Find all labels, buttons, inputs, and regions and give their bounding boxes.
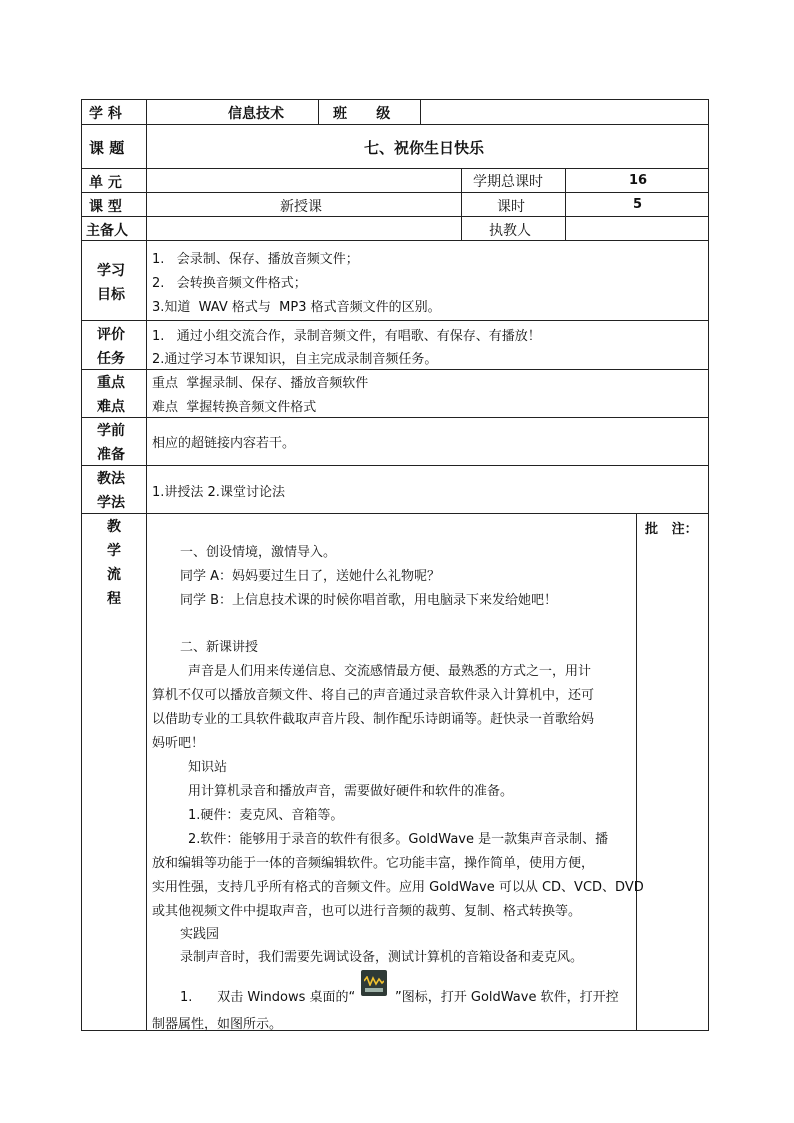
process-line: 二、新课讲授	[180, 640, 259, 655]
methods-label-2: 学法	[97, 495, 125, 511]
process-line: 用计算机录音和播放声音，需要做好硬件和软件的准备。	[188, 784, 514, 799]
process-line: 以借助专业的工具软件截取声音片段、制作配乐诗朗诵等。赶快录一首歌给妈	[152, 712, 595, 727]
methods-label-1: 教法	[97, 471, 125, 487]
key-points-label-1: 重点	[97, 375, 125, 391]
process-line: 1.硬件：麦克风、音箱等。	[188, 808, 344, 823]
preparation-text: 相应的超链接内容若干。	[152, 436, 296, 451]
process-line: 同学 A：妈妈要过生日了，送她什么礼物呢？	[180, 569, 441, 584]
hours-value: 5	[633, 197, 643, 212]
process-label-char: 流	[107, 567, 121, 583]
methods-text: 1.讲授法 2.课堂讨论法	[152, 485, 285, 500]
hours-label: 课时	[497, 199, 525, 215]
key-points-label-2: 难点	[97, 399, 125, 415]
process-line: 实践园	[180, 927, 220, 942]
icon-caption-bar	[365, 988, 383, 992]
waveform-icon	[364, 976, 384, 986]
term-hours-value: 16	[629, 173, 648, 188]
process-line: 同学 B：上信息技术课的时候你唱首歌，用电脑录下来发给她吧！	[180, 593, 558, 608]
goals-label-2: 目标	[97, 287, 125, 303]
process-line: 放和编辑等功能于一体的音频编辑软件。它功能丰富，操作简单，使用方便，	[152, 856, 595, 871]
term-hours-label: 学期总课时	[473, 174, 543, 190]
process-line: 一、创设情境，激情导入。	[180, 545, 337, 560]
key-point-item: 重点 掌握录制、保存、播放音频软件	[152, 376, 369, 391]
evaluation-label-2: 任务	[97, 351, 125, 367]
goldwave-icon	[361, 970, 387, 996]
evaluation-label-1: 评价	[97, 327, 125, 343]
process-line: 制器属性，如图所示。	[152, 1017, 283, 1032]
type-value: 新授课	[280, 199, 322, 215]
process-line: 或其他视频文件中提取声音，也可以进行音频的裁剪、复制、格式转换等。	[152, 904, 582, 919]
goals-label-1: 学习	[97, 263, 125, 279]
type-label: 课 型	[89, 199, 122, 215]
evaluation-item: 2.通过学习本节课知识，自主完成录制音频任务。	[152, 352, 438, 367]
topic-label: 课 题	[89, 139, 125, 157]
process-line: ”图标，打开 GoldWave 软件，打开控	[395, 990, 619, 1005]
process-line: 妈听吧！	[152, 736, 205, 751]
process-line: 1. 双击 Windows 桌面的“	[180, 990, 356, 1005]
goal-item: 1. 会录制、保存、播放音频文件；	[152, 252, 359, 267]
preparer-label: 主备人	[86, 223, 128, 239]
preparation-label-2: 准备	[97, 447, 125, 463]
class-label: 班 级	[333, 106, 391, 122]
process-line: 声音是人们用来传递信息、交流感情最方便、最熟悉的方式之一，用计	[188, 664, 592, 679]
process-line: 录制声音时，我们需要先调试设备，测试计算机的音箱设备和麦克风。	[180, 950, 584, 965]
teacher-label: 执教人	[489, 223, 531, 239]
subject-label: 学 科	[89, 106, 122, 122]
preparation-label-1: 学前	[97, 423, 125, 439]
process-label-char: 程	[107, 591, 121, 607]
process-line: 2.软件：能够用于录音的软件有很多。GoldWave 是一款集声音录制、播	[188, 832, 609, 847]
key-point-item: 难点 掌握转换音频文件格式	[152, 400, 317, 415]
process-label-char: 教	[107, 519, 121, 535]
note-label: 批 注：	[645, 522, 698, 537]
process-line: 知识站	[188, 760, 228, 775]
subject-value: 信息技术	[228, 106, 284, 122]
process-line: 实用性强，支持几乎所有格式的音频文件。应用 GoldWave 可以从 CD、VCD、DVD	[152, 880, 644, 895]
evaluation-item: 1. 通过小组交流合作，录制音频文件，有唱歌、有保存、有播放！	[152, 329, 541, 344]
topic-value: 七、祝你生日快乐	[364, 139, 485, 157]
goal-item: 3.知道 WAV 格式与 MP3 格式音频文件的区别。	[152, 300, 441, 315]
process-label-char: 学	[107, 543, 121, 559]
process-line: 算机不仅可以播放音频文件、将自己的声音通过录音软件录入计算机中，还可	[152, 688, 595, 703]
unit-label: 单 元	[89, 175, 122, 191]
goal-item: 2. 会转换音频文件格式；	[152, 276, 307, 291]
